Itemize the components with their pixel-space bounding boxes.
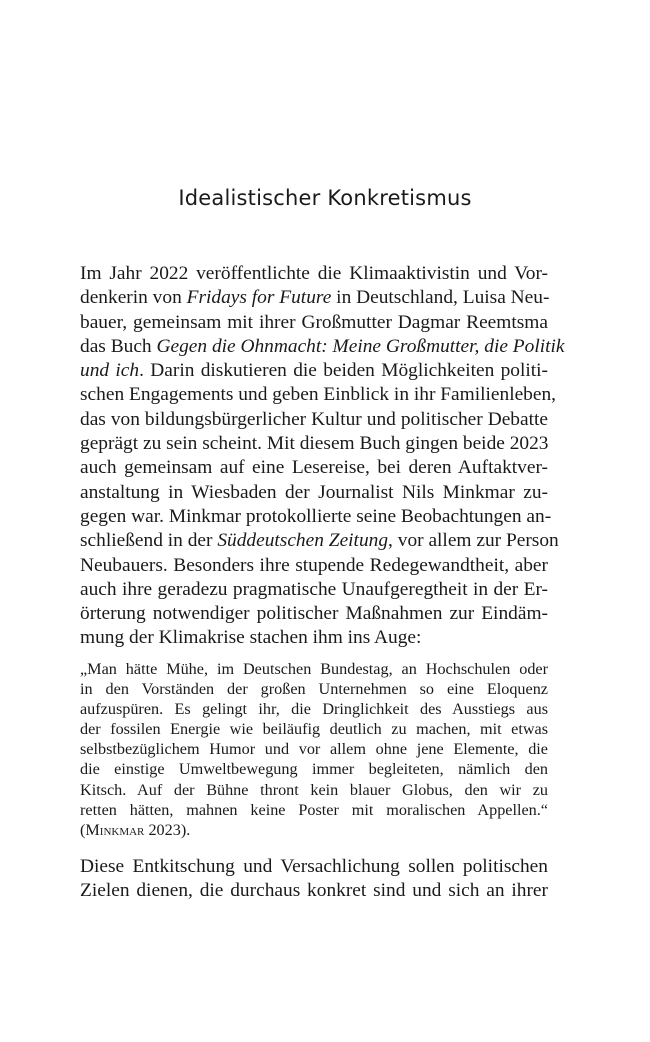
- text-line: Diese Entkitschung und Versachlichung sollen politischen: [80, 856, 548, 877]
- text-line: gegen war. Minkmar protokollierte seine Beobachtungen an-: [80, 505, 552, 527]
- text-line: geprägt zu sein scheint. Mit diesem Buch gingen beide 2023: [80, 433, 549, 455]
- quote-line: Kitsch. Auf der Bühne thront kein blauer Globus, den wir zu: [80, 780, 548, 799]
- quote-line: retten hätten, mahnen keine Poster mit moralischen Appellen.“: [80, 800, 548, 819]
- text-line: Zielen dienen, die durchaus konkret sind und sich an ihrer: [80, 880, 548, 902]
- italic-title: und ich: [80, 360, 140, 382]
- body-paragraph-2: [80, 855, 548, 904]
- text-line: schen Engagements und geben Einblick in ihr Familienleben,: [80, 384, 557, 406]
- quote-line: in den Vorständen der großen Unternehmen so eine Eloquenz: [80, 680, 548, 699]
- text-line: bauer, gemeinsam mit ihrer Großmutter Dagmar Reemtsma: [80, 311, 548, 333]
- text-line: schließend in der Süddeutschen Zeitung, vor allem zur Person: [80, 530, 559, 552]
- text-line: das von bildungsbürgerlicher Kultur und politischer Debatte: [80, 408, 548, 430]
- text-line: auch gemeinsam auf eine Lesereise, bei deren Auftaktver-: [80, 457, 548, 479]
- text-line: das Buch Gegen die Ohnmacht: Meine Großmutter, die Politik: [80, 335, 565, 357]
- text-line: und ich. Darin diskutieren die beiden Möglichkeiten politi-: [80, 360, 548, 382]
- quote-line: aufzuspüren. Es gelingt ihr, die Dringlichkeit des Ausstiegs aus: [80, 700, 548, 719]
- text-line: örterung notwendiger politischer Maßnahmen zur Eindäm-: [80, 603, 548, 625]
- text-line: Neubauers. Besonders ihre stupende Redegewandtheit, aber: [80, 554, 548, 576]
- block-quote: [80, 659, 548, 840]
- italic-title: Fridays for Future: [186, 287, 332, 309]
- quote-line: der fossilen Energie wie beiläufig deutlich zu machen, mit etwas: [80, 720, 548, 739]
- quote-line: selbstbezüglichem Humor und vor allem ohne jene Elemente, die: [80, 740, 548, 759]
- body-paragraph-1: [80, 262, 565, 651]
- text-line: Im Jahr 2022 veröffentlichte die Klimaaktivistin und Vor-: [80, 263, 548, 284]
- text-line: anstaltung in Wiesbaden der Journalist Nils Minkmar zu-: [80, 481, 548, 503]
- quote-line: die einstige Umweltbewegung immer begleiteten, nämlich den: [80, 760, 548, 779]
- italic-title: Gegen die Ohnmacht: Meine Großmutter, die Politik: [156, 335, 565, 357]
- chapter-title: Idealistischer Konkretismus: [178, 186, 472, 210]
- text-line: denkerin von Fridays for Future in Deutschland, Luisa Neu-: [80, 287, 550, 309]
- italic-title: Süddeutschen Zeitung: [217, 530, 389, 552]
- text-line: auch ihre geradezu pragmatische Unaufgeregtheit in der Er-: [80, 578, 548, 600]
- citation-author: Minkmar: [85, 820, 145, 839]
- text-line: mung der Klimakrise stachen ihm ins Auge:: [80, 627, 422, 649]
- quote-line: „Man hätte Mühe, im Deutschen Bundestag, an Hochschulen oder: [80, 660, 548, 678]
- quote-citation: (Minkmar 2023).: [80, 820, 191, 839]
